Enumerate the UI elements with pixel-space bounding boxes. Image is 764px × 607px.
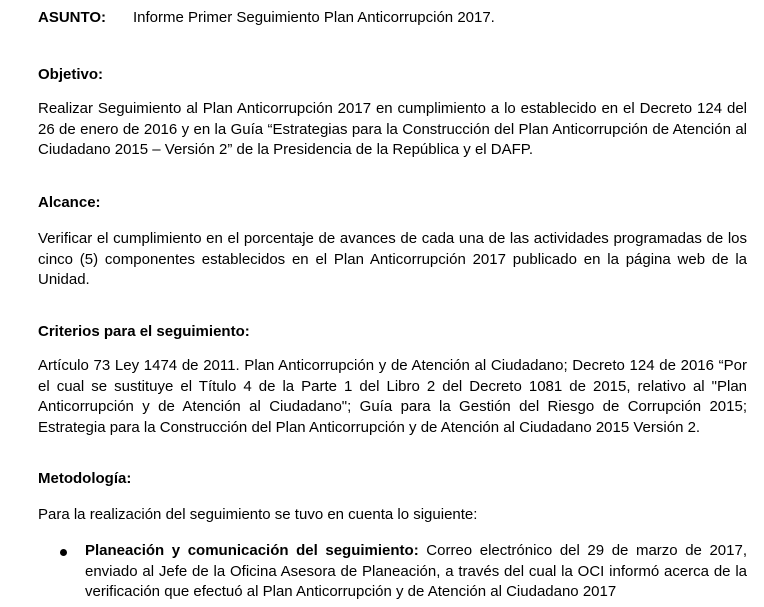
criteria-heading: Criterios para el seguimiento: [38, 323, 250, 340]
list-item [60, 541, 747, 603]
methodology-intro: Para la realización del seguimiento se tuvo en cuenta lo siguiente: [38, 506, 478, 523]
bullet-title: Planeación y comunicación del seguimiento: [85, 542, 419, 559]
scope-paragraph: Verificar el cumplimiento en el porcentaje de avances de cada una de las actividades programadas de los cinco (5) componentes establecidos en el Plan Anticorrupción 2017 publicado en la página web de la Unidad. [38, 230, 747, 288]
objective-heading: Objetivo: [38, 66, 104, 83]
methodology-heading: Metodología: [38, 470, 132, 487]
scope-heading: Alcance: [38, 194, 101, 211]
bullet-icon [60, 549, 67, 556]
subject-label: ASUNTO: [38, 9, 107, 26]
subject-value: Informe Primer Seguimiento Plan Anticorrupción 2017. [133, 9, 495, 26]
bullet-body: Correo electrónico del 29 de marzo de 2017, enviado al Jefe de la Oficina Asesora de Planeación, a través del cual la OCI informó acerca de la verificación que efectuó al Plan Anticorrupción y de Atención al Ciudadano 2017 [85, 542, 748, 600]
objective-paragraph: Realizar Seguimiento al Plan Anticorrupción 2017 en cumplimiento a lo establecido en el Decreto 124 del 26 de enero de 2016 y en la Guía “Estrategias para la Construcción del Plan Anticorrupción de Atención al Ciudadano 2015 – Versión 2” de la Presidencia de la República y el DAFP. [38, 100, 747, 158]
bullet-text [85, 541, 747, 603]
criteria-paragraph: Artículo 73 Ley 1474 de 2011. Plan Anticorrupción y de Atención al Ciudadano; Decreto 124 de 2016 “Por el cual se sustituye el Título 4 de la Parte 1 del Libro 2 del Decreto 1081 de 2015, relativo al "Plan Anticorrupción y de Atención al Ciudadano"; Guía para la Gestión del Riesgo de Corrupción 2015; Estrategia para la Construcción del Plan Anticorrupción y de Atención al Ciudadano 2015 Versión 2. [38, 357, 747, 436]
subject-row [38, 8, 495, 28]
